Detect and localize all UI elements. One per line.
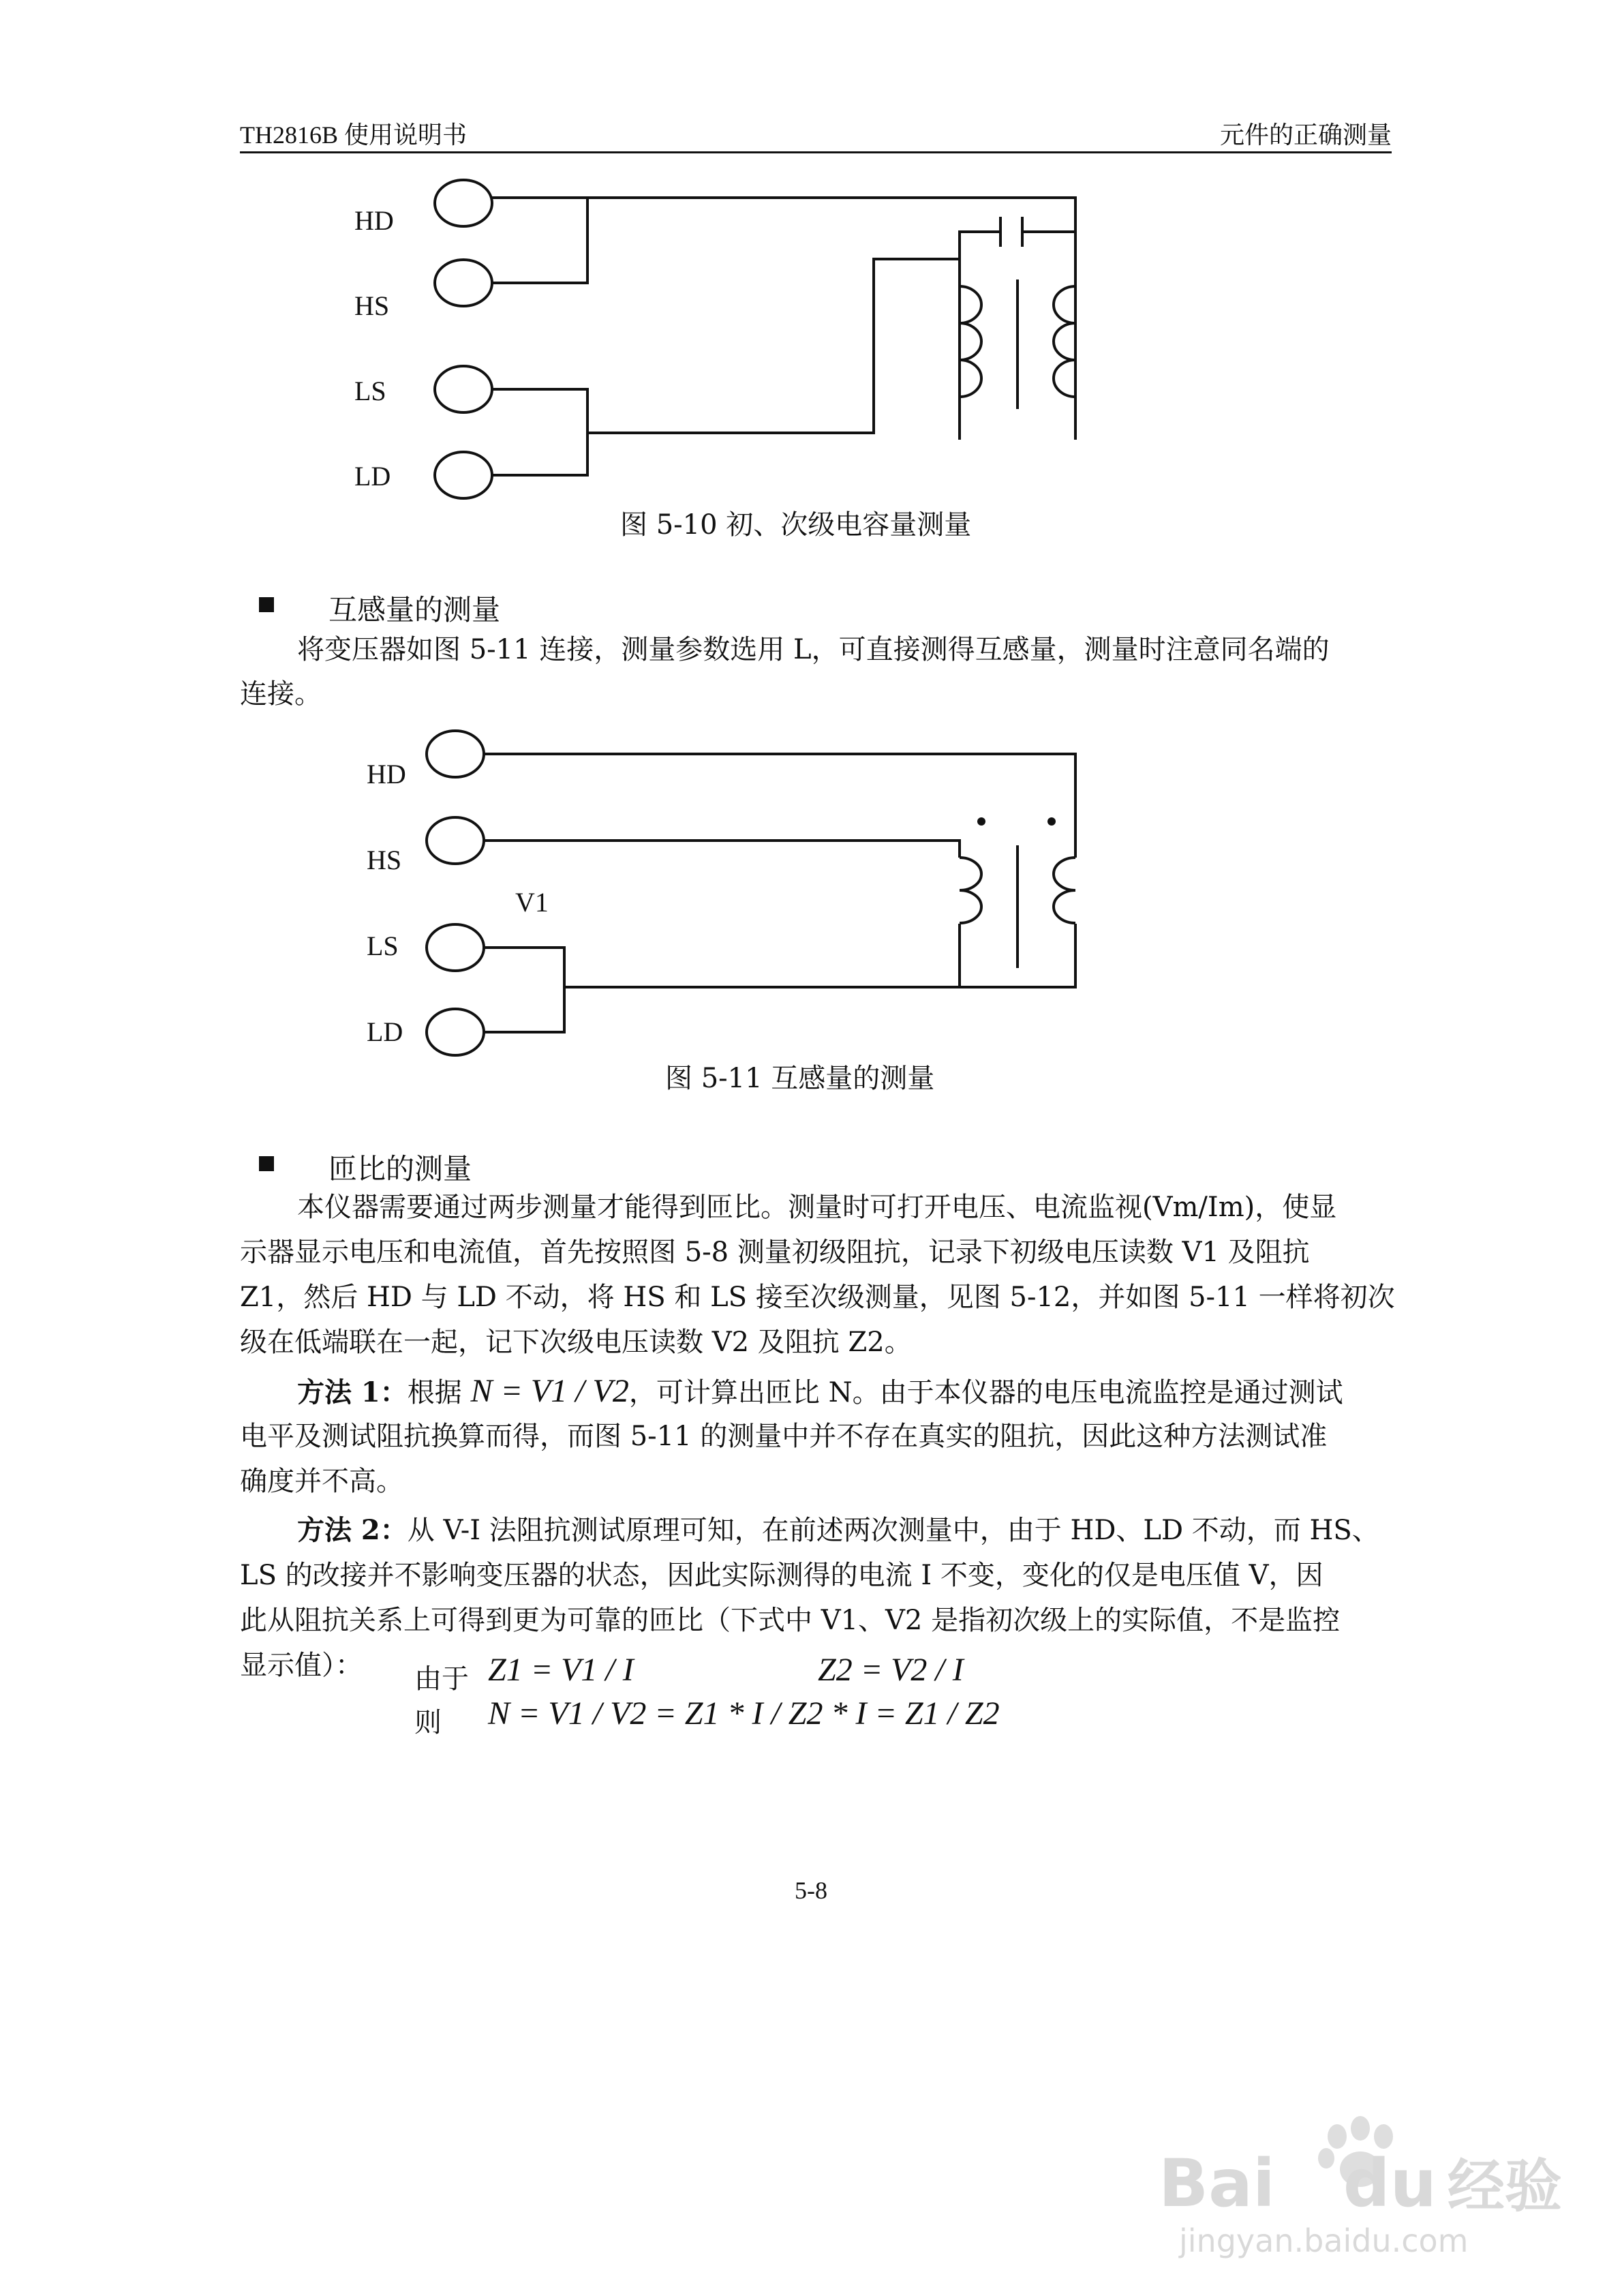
f2-secondary-coil <box>1054 858 1075 923</box>
terminal-ls-label: LS <box>354 376 386 406</box>
eq1-prefix: 由于 <box>414 1663 469 1695</box>
f2-terminal-ld-label: LD <box>367 1016 403 1047</box>
f2-label-v1: V1 <box>515 887 549 918</box>
section2-line-4: 级在低端联在一起，记下次级电压读数 V2 及阻抗 Z2。 <box>240 1327 912 1358</box>
section1-line-1: 将变压器如图 5-11 连接，测量参数选用 L，可直接测得互感量，测量时注意同名端的 <box>297 634 1330 665</box>
watermark-brand: Bai <box>1159 2145 1275 2222</box>
watermark <box>1159 2113 1562 2263</box>
page-number: 5-8 <box>795 1877 827 1904</box>
method1-formula: N = V1 / V2 <box>470 1373 629 1409</box>
method2-first: 从 V-I 法阻抗测试原理可知，在前述两次测量中，由于 HD、LD 不动，而 HS、 <box>407 1515 1379 1546</box>
section2-line-1: 本仪器需要通过两步测量才能得到匝比。测量时可打开电压、电流监视(Vm/Im)，使显 <box>297 1192 1337 1223</box>
f2-terminal-hs-label: HS <box>367 845 402 875</box>
f2-terminal-hd-circle <box>427 731 484 777</box>
f2-terminal-ls-circle <box>427 924 484 971</box>
dot-primary <box>977 817 985 826</box>
f2-terminal-hs-circle <box>427 817 484 864</box>
watermark-name: 经验 <box>1447 2153 1562 2220</box>
method1-line-3: 确度并不高。 <box>240 1466 403 1497</box>
f2-wire-hs <box>484 841 960 858</box>
eq1-right: Z2 = V2 / I <box>818 1652 964 1688</box>
method2-line-1 <box>297 1508 1449 1553</box>
method1-line-1 <box>297 1369 1449 1415</box>
method1-label: 方法 1： <box>297 1376 408 1408</box>
f2-terminal-ls-label: LS <box>367 931 399 961</box>
section2-bullet <box>259 1156 274 1171</box>
method1-line-2: 电平及测试阻抗换算而得，而图 5-11 的测量中并不存在真实的阻抗，因此这种方法测试准 <box>240 1421 1328 1452</box>
eq2-formula: N = V1 / V2 = Z1 * I / Z2 * I = Z1 / Z2 <box>488 1695 1000 1732</box>
section2-line-3: Z1，然后 HD 与 LD 不动，将 HS 和 LS 接至次级测量，见图 5-12，并如图 5-11 一样将初次 <box>240 1282 1395 1313</box>
method2-label: 方法 2： <box>297 1514 408 1546</box>
section1-line-2: 连接。 <box>240 678 322 710</box>
method2-line-4: 显示值）： <box>240 1650 363 1681</box>
method2-line-3: 此从阻抗关系上可得到更为可靠的匝比（下式中 V1、V2 是指初次级上的实际值，不是监控 <box>240 1605 1341 1636</box>
method1-pre: 根据 <box>407 1377 462 1408</box>
f2-terminal-ld-circle <box>427 1009 484 1055</box>
watermark-url: jingyan.baidu.com <box>1179 2222 1469 2259</box>
eq2-prefix: 则 <box>414 1707 442 1738</box>
figure-5-10-caption: 图 5-10 初、次级电容量测量 <box>620 509 972 541</box>
f2-primary-coil <box>960 858 981 923</box>
f2-terminal-hd-label: HD <box>367 759 406 789</box>
f2-wire-hd <box>484 754 1075 858</box>
section1-title: 互感量的测量 <box>328 593 501 626</box>
f2-wire-ls <box>484 948 564 1032</box>
terminal-hs-label: HS <box>354 290 390 321</box>
terminal-hd-label: HD <box>354 205 394 236</box>
f2-wire-low <box>564 924 1075 987</box>
section2-line-2: 示器显示电压和电流值，首先按照图 5-8 测量初级阻抗，记录下初级电压读数 V1 及阻抗 <box>240 1237 1310 1268</box>
terminal-ld-label: LD <box>354 461 391 492</box>
method1-post: ，可计算出匝比 N。由于本仪器的电压电流监控是通过测试 <box>628 1377 1343 1408</box>
header-right: 元件的正确测量 <box>1219 121 1392 149</box>
watermark-brand2: du <box>1343 2145 1437 2222</box>
dot-secondary <box>1047 817 1056 826</box>
header-left: TH2816B 使用说明书 <box>240 121 468 149</box>
figure-5-11-caption: 图 5-11 互感量的测量 <box>665 1063 935 1094</box>
eq1-left: Z1 = V1 / I <box>488 1652 634 1688</box>
section2-title: 匝比的测量 <box>328 1152 472 1185</box>
method2-line-2: LS 的改接并不影响变压器的状态，因此实际测得的电流 I 不变，变化的仅是电压值 V，因 <box>240 1560 1323 1591</box>
